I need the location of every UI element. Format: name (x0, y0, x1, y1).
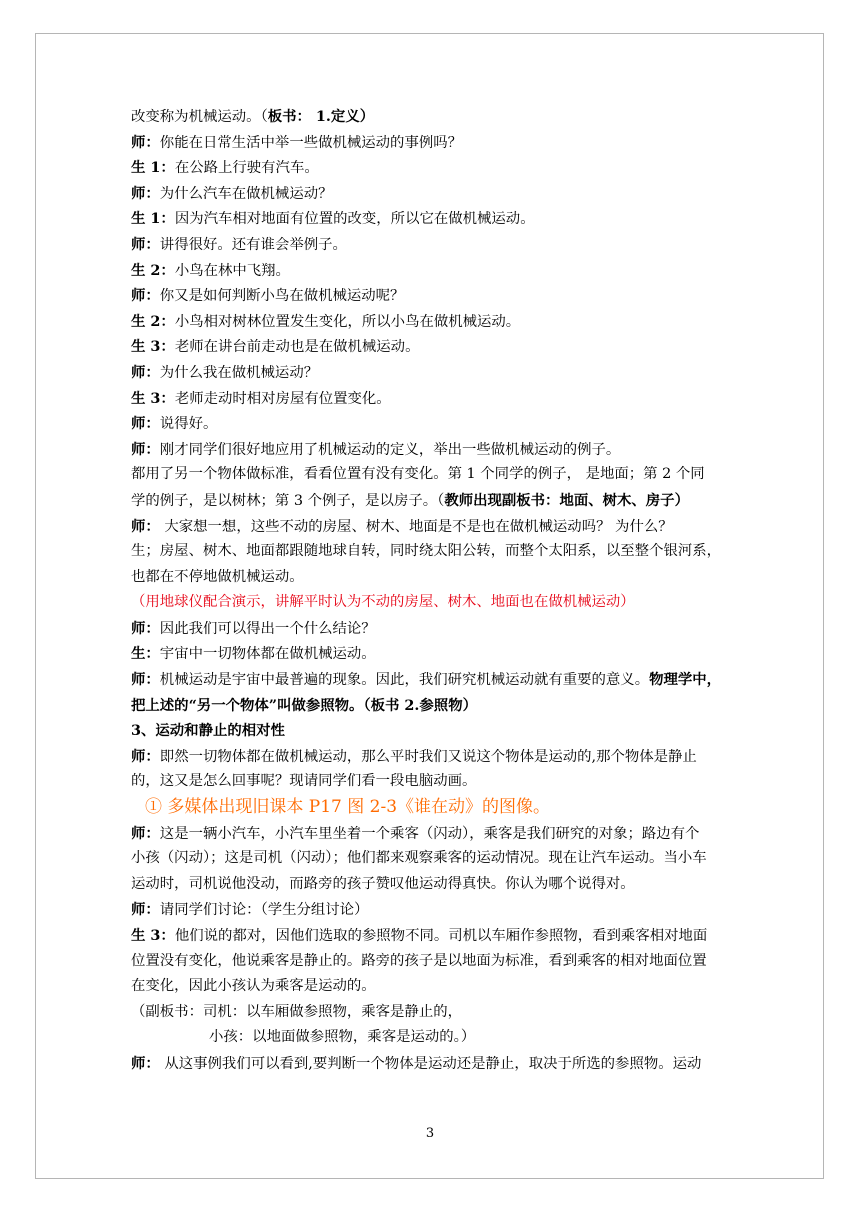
text-run: 生 1： (131, 159, 175, 177)
text-run: 为什么汽车在做机械运动？ (159, 185, 333, 202)
text-run: 因为汽车相对地面有位置的改变，所以它在做机械运动。 (174, 211, 535, 228)
text-run: 师： (131, 363, 160, 381)
text-line (131, 590, 737, 616)
text-run: 师： (131, 517, 160, 535)
text-run: 师： (131, 184, 160, 202)
text-run: 为什么我在做机械运动？ (159, 364, 319, 381)
text-line (131, 718, 737, 744)
text-line (131, 769, 737, 795)
text-run: 生 3： (131, 338, 175, 356)
text-run: 宇宙中一切物体都在做机械运动。 (159, 646, 376, 663)
text-line (131, 897, 737, 923)
text-line (131, 974, 737, 1000)
page-number: 3 (425, 1126, 435, 1141)
text-run: 板书： 1.定义） (267, 108, 375, 125)
text-run: 师： (131, 619, 160, 637)
text-run: 因此我们可以得出一个什么结论？ (159, 620, 376, 637)
text-line (131, 437, 737, 463)
text-line (131, 667, 737, 693)
text-run: ① 多媒体出现旧课本 P17 图 2-3《谁在动》的图像。 (145, 797, 551, 818)
text-line (131, 258, 737, 284)
text-run: 你又是如何判断小鸟在做机械运动呢？ (159, 288, 405, 305)
text-run: 也都在不停地做机械运动。 (131, 568, 304, 585)
text-line (131, 795, 737, 821)
text-run: 你能在日常生活中举一些做机械运动的事例吗？ (159, 134, 463, 151)
text-run: 师： (131, 235, 160, 253)
text-run: 师： (131, 901, 160, 919)
text-run: 老师在讲台前走动也是在做机械运动。 (174, 339, 420, 356)
text-run: 从这事例我们可以看到,要判断一个物体是运动还是静止，取决于所选的参照物。运动 (159, 1055, 702, 1072)
text-line (131, 283, 737, 309)
text-line (131, 181, 737, 207)
text-line (131, 386, 737, 412)
text-run: 师： (131, 824, 160, 842)
text-line (131, 206, 737, 232)
text-line (131, 309, 737, 335)
text-line (131, 130, 737, 156)
text-line (131, 155, 737, 181)
text-line (131, 514, 737, 540)
text-line (131, 462, 737, 488)
text-run: 请同学们讨论：（学生分组讨论） (159, 902, 369, 919)
text-run: 生 2： (131, 261, 175, 279)
text-run: 师： (131, 415, 160, 433)
text-run: 师： (131, 1054, 160, 1072)
text-run: 生 1： (131, 210, 175, 228)
text-run: 生 3： (131, 389, 175, 407)
document-body (131, 104, 737, 1077)
text-line (131, 693, 737, 719)
text-run: （副板书：司机：以车厢做参照物，乘客是静止的， (131, 1003, 462, 1020)
text-run: 小鸟在林中飞翔。 (174, 262, 290, 279)
text-run: 生；房屋、树木、地面都跟随地球自转，同时绕太阳公转，而整个太阳系，以至整个银河系， (131, 543, 722, 560)
text-run: 机械运动是宇宙中最普遍的现象。因此，我们研究机械运动就有重要的意义。 (159, 672, 650, 689)
text-run: 刚才同学们很好地应用了机械运动的定义，举出一些做机械运动的例子。 (159, 441, 621, 458)
text-line (131, 949, 737, 975)
text-run: 说得好。 (159, 416, 218, 433)
text-run: 即然一切物体都在做机械运动，那么平时我们又说这个物体是运动的,那个物体是静止 (159, 748, 697, 765)
text-line (131, 411, 737, 437)
text-run: 位置没有变化，他说乘客是静止的。路旁的孩子是以地面为标准，看到乘客的相对地面位置 (131, 952, 707, 969)
text-run: 生： (131, 645, 160, 663)
text-run: 在公路上行驶有汽车。 (174, 160, 319, 177)
text-run: 师： (131, 747, 160, 765)
text-line (131, 539, 737, 565)
text-run: 都用了另一个物体做标准，看看位置有没有变化。第 1 个同学的例子， 是地面；第 2 个同 (131, 466, 705, 483)
text-run: 师： (131, 287, 160, 305)
text-line (131, 488, 737, 514)
text-line (131, 846, 737, 872)
text-run: 小孩（闪动）；这是司机（闪动）；他们都来观察乘客的运动情况。现在让汽车运动。当小车 (131, 850, 707, 867)
text-run: 3、运动和静止的相对性 (131, 722, 285, 740)
text-run: 师： (131, 133, 160, 151)
text-line (131, 616, 737, 642)
text-line (131, 641, 737, 667)
text-line (131, 1051, 737, 1077)
text-run: 小孩：以地面做参照物，乘客是运动的。） (209, 1029, 476, 1046)
text-run: （用地球仪配合演示，讲解平时认为不动的房屋、树木、地面也在做机械运动） (131, 594, 635, 611)
text-run: 运动时，司机说他没动，而路旁的孩子赞叹他运动得真快。你认为哪个说得对。 (131, 875, 635, 892)
text-run: 这是一辆小汽车，小汽车里坐着一个乘客（闪动），乘客是我们研究的对象；路边有个 (159, 825, 700, 842)
text-run: 的，这又是怎么回事呢？现请同学们看一段电脑动画。 (131, 773, 477, 790)
text-run: 教师出现副板书：地面、树木、房子） (444, 491, 689, 509)
text-line (131, 1000, 737, 1026)
text-run: 师： (131, 671, 160, 689)
text-line (131, 565, 737, 591)
text-run: 他们说的都对，因他们选取的参照物不同。司机以车厢作参照物，看到乘客相对地面 (174, 928, 708, 944)
text-line (131, 744, 737, 770)
text-line (131, 872, 737, 898)
text-line (131, 104, 737, 130)
text-run: 改变称为机械运动。（ (131, 109, 268, 125)
text-run: 讲得很好。还有谁会举例子。 (159, 236, 347, 253)
text-run: 生 2： (131, 312, 175, 330)
text-run: 在变化，因此小孩认为乘客是运动的。 (131, 978, 376, 995)
text-line (131, 232, 737, 258)
text-line (131, 334, 737, 360)
text-run: 物理学中， (649, 671, 722, 689)
text-run: 生 3： (131, 927, 175, 944)
text-run: 学的例子，是以树林；第 3 个例子，是以房子。（ (131, 492, 445, 509)
text-line (131, 1025, 737, 1051)
text-line (131, 923, 737, 949)
text-run: 把上述的“另一个物体”叫做参照物。（板书 2.参照物） (131, 696, 477, 714)
text-line (131, 360, 737, 386)
text-run: 师： (131, 440, 160, 458)
text-run: 老师走动时相对房屋有位置变化。 (174, 390, 391, 407)
text-run: 小鸟相对树林位置发生变化，所以小鸟在做机械运动。 (174, 313, 521, 330)
text-line (131, 821, 737, 847)
text-run: 大家想一想，这些不动的房屋、树木、地面是不是也在做机械运动吗？ 为什么？ (159, 518, 673, 535)
